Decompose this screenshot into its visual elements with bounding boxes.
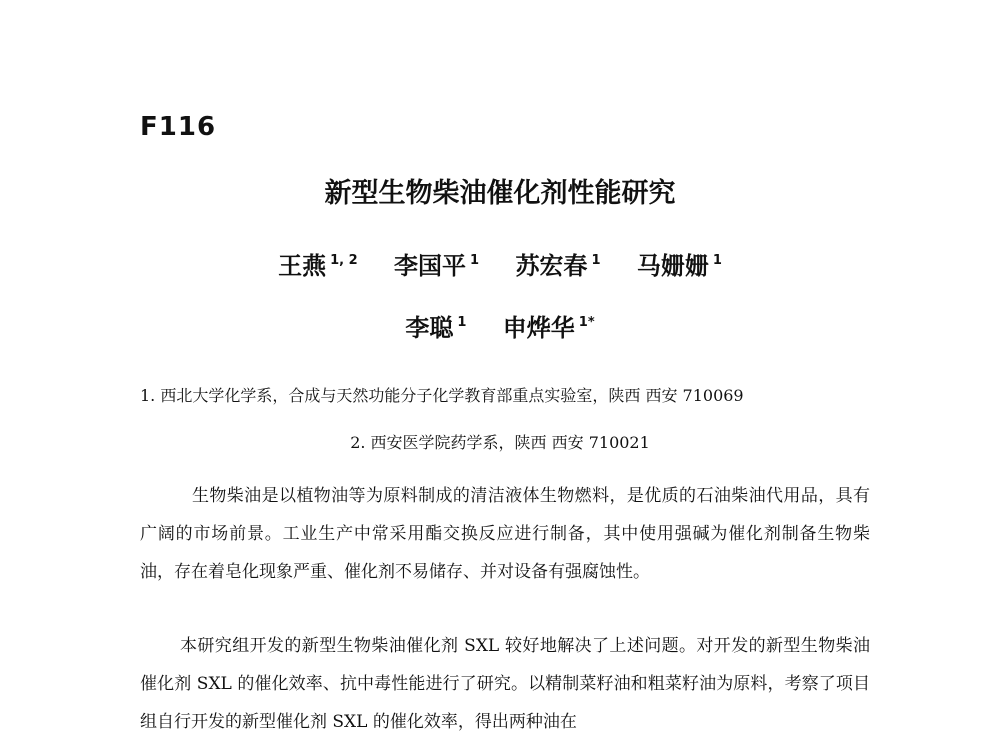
author-name: 王燕 xyxy=(278,252,327,280)
body-paragraph-2: 本研究组开发的新型生物柴油催化剂 SXL 较好地解决了上述问题。对开发的新型生物柴油催化剂 SXL 的催化效率、抗中毒性能进行了研究。以精制菜籽油和粗菜籽油为原料，考察了项目组自行开发的新型催化剂 SXL 的催化效率，得出两种油在 xyxy=(140,636,870,732)
author-affiliation-mark: 1 xyxy=(457,315,467,330)
author-list-row-2 xyxy=(0,308,1000,343)
author-6 xyxy=(503,308,595,343)
classification-code: F116 xyxy=(140,112,217,142)
author-2 xyxy=(394,246,479,281)
author-affiliation-mark: 1, 2 xyxy=(330,253,358,268)
author-name: 苏宏春 xyxy=(515,252,588,280)
paper-title: 新型生物柴油催化剂性能研究 xyxy=(324,178,676,209)
author-affiliation-mark: 1 xyxy=(712,253,722,268)
author-3 xyxy=(515,246,600,281)
author-affiliation-mark: 1 xyxy=(470,253,480,268)
body-paragraph-1: 生物柴油是以植物油等为原料制成的清洁液体生物燃料，是优质的石油柴油代用品，具有广阔的市场前景。工业生产中常采用酯交换反应进行制备，其中使用强碱为催化剂制备生物柴油，存在着皂化现象严重、催化剂不易储存、并对设备有强腐蚀性。 xyxy=(140,486,870,582)
affiliation-1: 1. 西北大学化学系，合成与天然功能分子化学教育部重点实验室，陕西 西安 710069 xyxy=(140,386,744,405)
author-affiliation-mark: 1* xyxy=(578,315,595,330)
author-list-row-1 xyxy=(0,246,1000,281)
author-4 xyxy=(637,246,722,281)
author-affiliation-mark: 1 xyxy=(591,253,601,268)
author-name: 申烨华 xyxy=(502,314,575,342)
author-1 xyxy=(278,246,358,281)
author-name: 李国平 xyxy=(394,252,467,280)
author-5 xyxy=(405,308,466,343)
author-name: 马姗姗 xyxy=(636,252,709,280)
author-name: 李聪 xyxy=(405,314,454,342)
affiliation-2: 2. 西安医学院药学系，陕西 西安 710021 xyxy=(350,433,650,452)
